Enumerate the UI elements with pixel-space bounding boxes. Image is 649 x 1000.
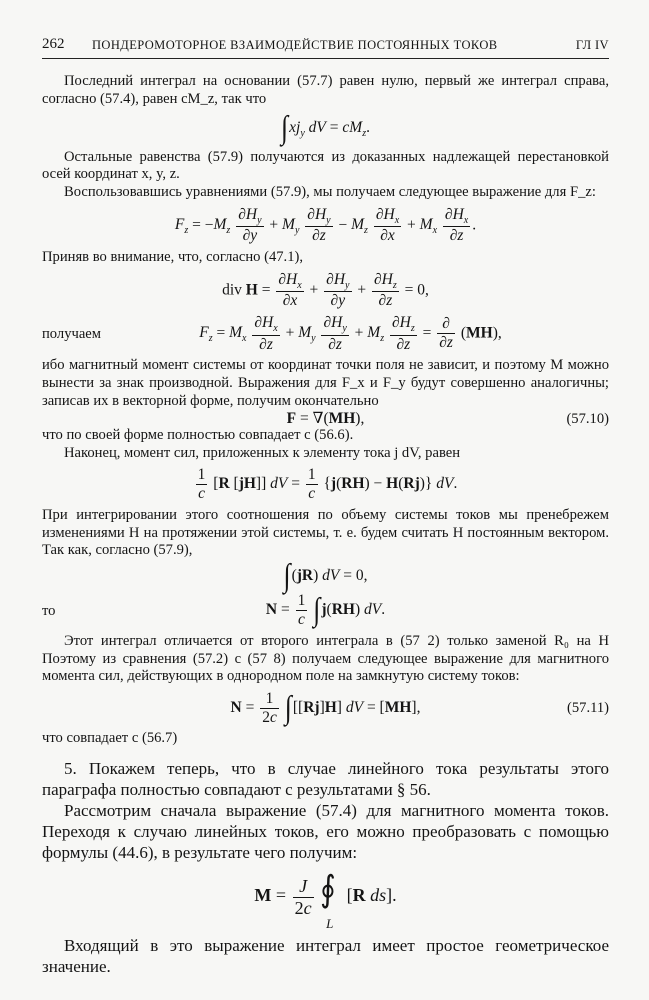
- equation-number-57-11: (57.11): [566, 700, 609, 717]
- running-header: [42, 34, 609, 59]
- page-number: 262: [42, 36, 65, 52]
- paragraph-6: ибо магнитный момент системы от координат точки поля не зависит, и поэтому M можно вынести за знак производной. Выражения для F_x и F_y будут совершенно аналогичны; записав их в векторной форме, получим окончательно: [42, 357, 609, 409]
- paragraph-2: Остальные равенства (57.9) получаются из доказанных надлежащей перестановкой осей координат x, y, z.: [42, 148, 609, 183]
- equation-xjy: $\int xj_y$ dV = $cM_z$.: [281, 109, 370, 146]
- paragraph-1: Последний интеграл на основании (57.7) равен нулю, первый же интеграл справа, согласно (57.4), равен cM_z, так что: [42, 73, 609, 107]
- equation-fz: $F_z = -M_z$ $\frac{\partial H_y}{\partial y}$ + $M_y$ $\frac{\partial H_y}{\partial z}$ − $M_z$ $\frac{\partial H_x}{\partial x}$ + $M_x$ $\frac{\partial H_x}{\partial z}$ .: [174, 205, 477, 245]
- running-title: ПОНДЕРОМОТОРНОЕ ВЗАИМОДЕЙСТВИЕ ПОСТОЯННЫХ ТОКОВ: [92, 38, 498, 52]
- chapter-label: ГЛ IV: [575, 38, 609, 52]
- paragraph-12: что совпадает с (56.7): [42, 730, 178, 747]
- equation-57-11: N = $\frac{1}{2c}$ ∫[[Rj]H] dV = [MH], (57.11): [230, 688, 609, 726]
- paragraph-7: что по своей форме полностью совпадает с (56.6).: [42, 427, 354, 444]
- paragraph-5: получаем: [42, 325, 102, 342]
- paragraph-15: Входящий в это выражение интеграл имеет простое геометрическое значение.: [42, 936, 609, 977]
- equation-number-57-10: (57.10): [566, 410, 609, 427]
- paragraph-11: Этот интеграл отличается от второго интеграла в (57 2) только заменой R₀ на H Поэтому из сравнения (57.2) с (57 8) получаем следующее выражение для магнитного момента сил, действующих в однородном поле на замкнутую систему токов:: [42, 633, 609, 685]
- equation-divh: div H = $\frac{\partial H_x}{\partial x}$ + $\frac{\partial H_y}{\partial y}$ + $\frac{\partial H_z}{\partial z}$ = 0,: [222, 270, 429, 310]
- paragraph-13: 5. Покажем теперь, что в случае линейного тока результаты этого параграфа полностью совпадают с результатами § 56.: [42, 759, 609, 800]
- paragraph-10: то: [42, 602, 56, 619]
- paragraph-9: При интегрировании этого соотношения по объему системы токов мы пренебрежем изменениями H на протяжении этой системы, т. е. будем считать H постоянным вектором. Так как, согласно (57.9),: [42, 507, 609, 559]
- paragraph-3: Воспользовавшись уравнениями (57.9), мы получаем следующее выражение для F_z:: [64, 183, 596, 200]
- equation-57-10: F = ∇(MH), (57.10): [286, 410, 609, 428]
- equation-n-int: то N = $\frac{1}{c}$ ∫j(RH) dV.: [42, 591, 386, 629]
- paragraph-4: Приняв во внимание, что, согласно (47.1),: [42, 248, 303, 265]
- equation-int-jr: ∫(jR) dV = 0,: [283, 556, 368, 594]
- equation-fz-mh: получаем $F_z = M_x$ $\frac{\partial H_x}{\partial z}$ + $M_y$ $\frac{\partial H_y}{\partial z}$ + $M_z$ $\frac{\partial H_z}{\partial z}$ = $\frac{\partial}{\partial z}$ (MH),: [42, 313, 502, 353]
- equation-torque-element: $\frac{1}{c}$ [R [jH]] dV = $\frac{1}{c}$ {j(RH) − H(Rj)} dV.: [197, 466, 458, 503]
- book-page: [42, 34, 609, 977]
- paragraph-14: Рассмотрим сначала выражение (57.4) для магнитного момента токов. Переходя к случаю линейных токов, его можно преобразовать с помощью формулы (44.6), в результате чего получим:: [42, 801, 609, 863]
- paragraph-8: Наконец, момент сил, приложенных к элементу тока j dV, равен: [64, 444, 461, 461]
- equation-m-linear: M = $\frac{J}{2c}$ ∮ L [R ds].: [254, 869, 397, 931]
